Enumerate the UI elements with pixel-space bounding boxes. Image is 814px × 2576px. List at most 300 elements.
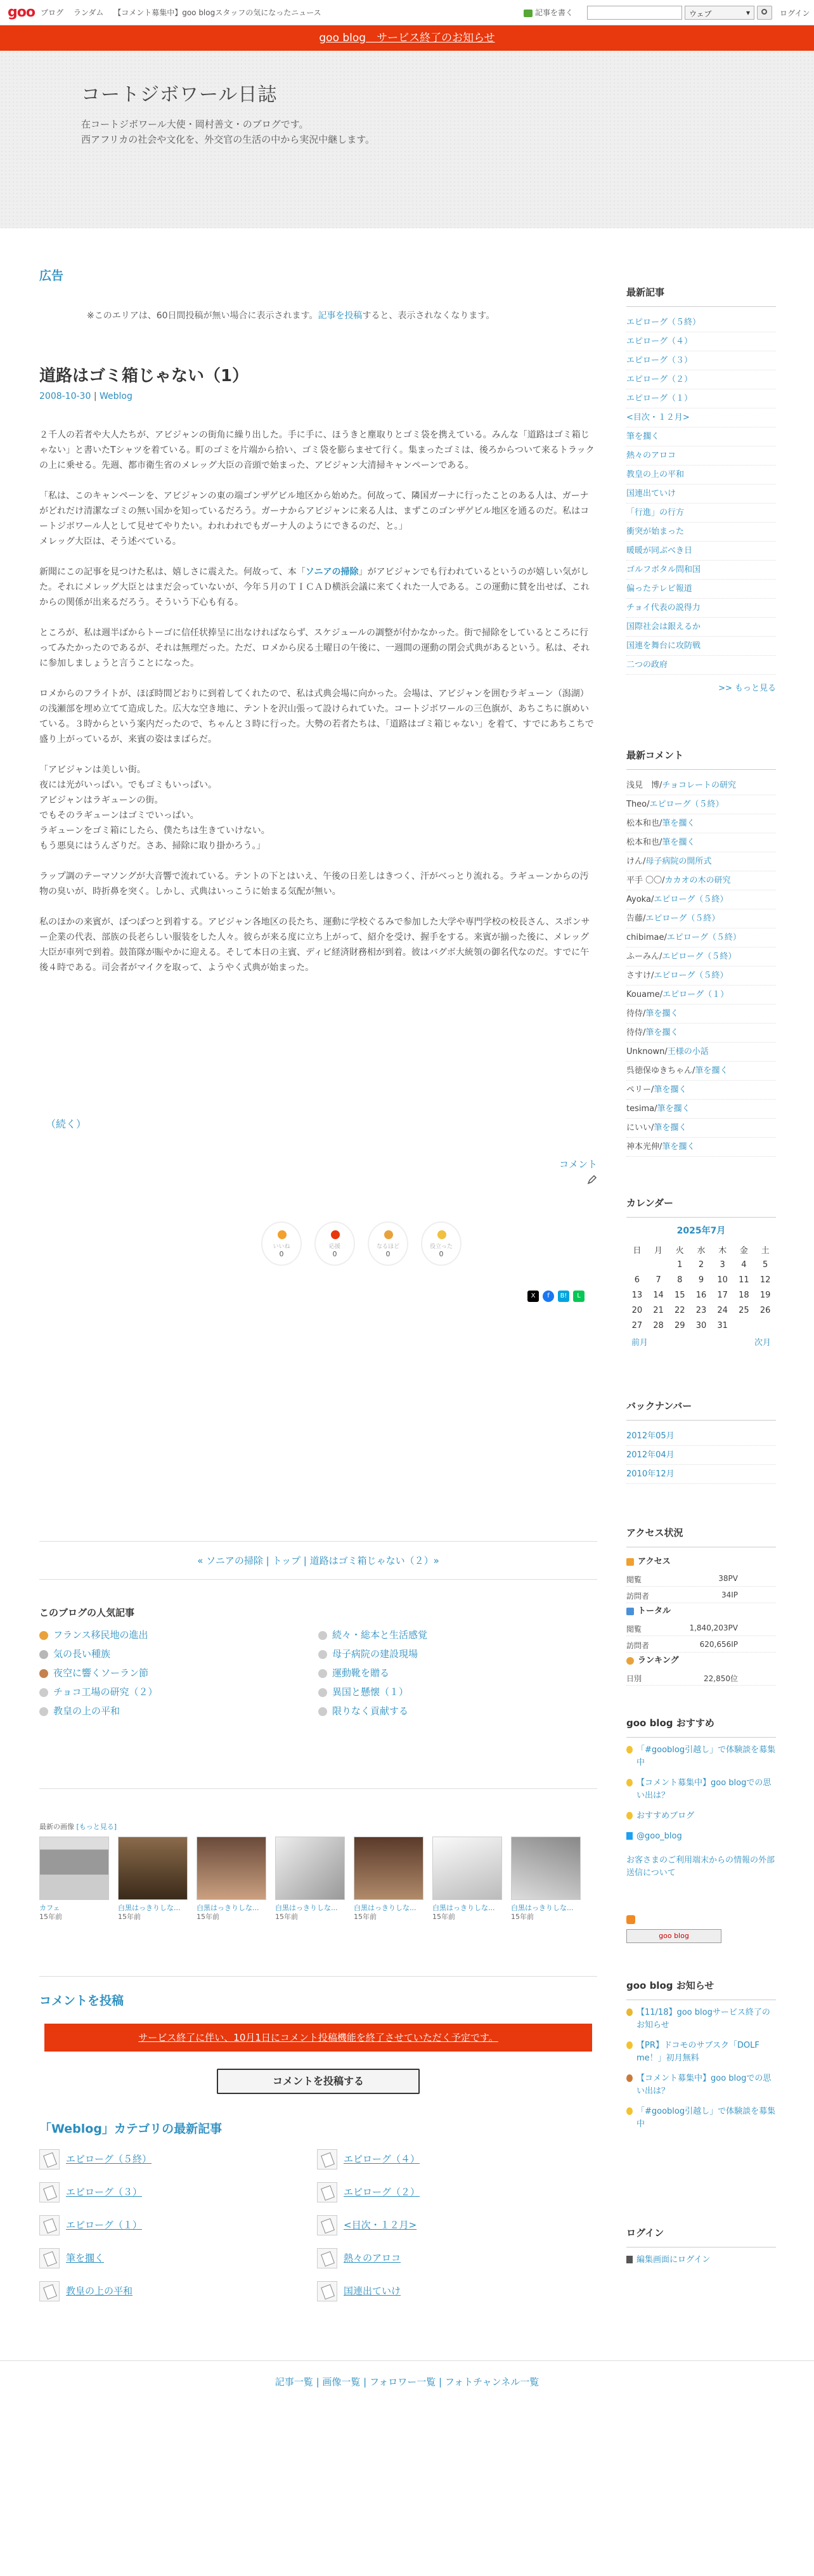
blog-title[interactable]: コートジボワール日誌 (81, 84, 278, 106)
divider (39, 1976, 597, 1977)
comment-author: Kouame (626, 990, 660, 999)
nav-news-link[interactable]: 【コメント募集中】goo blogスタッフの気になったニュース (113, 8, 321, 17)
recent-comment[interactable] (626, 909, 776, 928)
category-item-label: エピローグ（４） (344, 2153, 420, 2165)
reaction-helpful-button[interactable] (421, 1221, 462, 1266)
recent-article-link[interactable]: ゴルフボタル問和国 (626, 561, 776, 580)
ranking-label: ランキング (638, 1656, 679, 1665)
popular-item[interactable] (39, 1647, 110, 1660)
access-subheading (626, 1554, 776, 1570)
calendar-prev-link[interactable]: 前月 (631, 1338, 649, 1348)
prev-article-link[interactable]: « ソニアの掃除 (197, 1555, 263, 1566)
category-item[interactable] (317, 2182, 420, 2202)
category-item[interactable] (39, 2149, 152, 2169)
post-article-link[interactable]: 記事を投稿 (318, 311, 363, 321)
category-item-label: エピローグ（２） (344, 2186, 420, 2198)
popular-item[interactable] (318, 1628, 427, 1641)
thumb-caption: 白黒はっきりしな... (118, 1904, 181, 1912)
popular-item[interactable] (318, 1666, 389, 1679)
recent-comment[interactable] (626, 795, 776, 814)
comment-separator: / (659, 1142, 662, 1152)
post-comment-button[interactable]: コメントを投稿する (217, 2069, 420, 2094)
write-article-link[interactable] (524, 7, 573, 18)
comment-author: tesima (626, 1104, 655, 1114)
poem-line: アビジャンはラギューンの街。 (39, 795, 164, 805)
category-item[interactable] (39, 2215, 142, 2235)
calendar-day: 1 (677, 1259, 683, 1270)
goo-logo[interactable]: goo (8, 4, 35, 20)
recommend-title: goo blog おすすめ (626, 1716, 776, 1738)
recent-article-link[interactable]: エピローグ（４） (626, 332, 776, 351)
popular-item-label: 限りなく貢献する (332, 1705, 409, 1717)
login-block (626, 2226, 776, 2274)
total-subheading (626, 1603, 776, 1620)
share-icons (527, 1291, 597, 1303)
calendar-day: 29 (674, 1320, 685, 1330)
comment-separator: / (659, 819, 662, 828)
backnumber-link[interactable]: 2012年04月 (626, 1446, 776, 1465)
nav-random-link[interactable]: ランダム (73, 8, 104, 17)
image-thumb[interactable] (354, 1837, 423, 1922)
recent-article-link[interactable]: エピローグ（３） (626, 351, 776, 370)
recent-comment[interactable] (626, 1138, 776, 1157)
recent-article-link[interactable]: 暖暖が同ぶべき日 (626, 542, 776, 561)
comment-post-link[interactable]: エピローグ（５終） (645, 914, 720, 923)
recent-article-link[interactable]: 二つの政府 (626, 656, 776, 675)
calendar-day: 28 (653, 1320, 664, 1330)
image-thumb[interactable] (511, 1837, 581, 1922)
top-link[interactable]: トップ (272, 1555, 301, 1566)
recent-comment[interactable] (626, 1043, 776, 1062)
calendar-day: 19 (759, 1290, 771, 1300)
category-item[interactable] (39, 2182, 142, 2202)
continue-link[interactable]: （続く） (46, 1118, 87, 1130)
backnumber-list[interactable] (626, 1427, 776, 1484)
calendar-day: 10 (717, 1275, 728, 1285)
recent-article-link[interactable]: エピローグ（５終） (626, 313, 776, 332)
comment-author: Ayoka (626, 895, 651, 904)
comment-post-link[interactable]: 筆を擱く (695, 1066, 728, 1076)
access-row (626, 1669, 776, 1686)
calendar-day: 18 (739, 1290, 749, 1300)
access-row (626, 1636, 776, 1653)
backnumber-title: バックナンバー (626, 1399, 776, 1421)
news-item[interactable] (626, 2007, 776, 2032)
recent-comment[interactable] (626, 833, 776, 852)
calendar-weekday-row (626, 1242, 776, 1257)
data-notice-link[interactable]: お客さまのご利用端末からの情報の外部送信について (626, 1856, 775, 1878)
blog-description-line: 西アフリカの社会や文化を、外交官の生活の中から実況中継します。 (81, 134, 375, 145)
image-thumb[interactable] (275, 1837, 345, 1922)
images-title: 最新の画像 (39, 1823, 74, 1831)
news-item[interactable] (626, 2072, 776, 2098)
recent-comment[interactable] (626, 966, 776, 986)
sonia-cleaning-link[interactable]: ソニアの掃除 (305, 567, 359, 577)
recent-article-link[interactable]: 衝突が始まった (626, 523, 776, 542)
thumbnail-image (197, 1837, 266, 1900)
entry-paragraph: ラップ調のテーマソングが大音響で流れている。テントの下とはいえ、午後の日差しはきつく、汗がべっとり流れる。ラギューンからの汚物の臭いが、時折鼻を突く。しかし、式典はいっこうに始まる気配が無い。 (39, 871, 589, 897)
comment-post-link[interactable]: エピローグ（５終） (662, 952, 737, 961)
hatena-share-icon[interactable]: B! (558, 1291, 569, 1302)
access-row (626, 1587, 776, 1603)
category-item[interactable] (317, 2248, 401, 2268)
lightbulb-icon (437, 1230, 446, 1239)
comment-author: ふーみん (626, 952, 660, 961)
comment-author: 呉徳保ゆきちゃん (626, 1066, 693, 1076)
footer-articles-link[interactable]: 記事一覧 (275, 2376, 313, 2388)
twitter-link[interactable] (626, 1830, 776, 1843)
calendar-weekday: 日 (633, 1246, 642, 1256)
recommend-item[interactable] (626, 1810, 776, 1823)
poem-line: 「アビジャンは美しい街。 (39, 765, 146, 775)
thumb-age: 15年前 (511, 1913, 534, 1921)
recent-comment[interactable] (626, 871, 776, 890)
calendar-day: 30 (695, 1320, 707, 1330)
lightbulb-icon (626, 2041, 633, 2049)
calendar-day: 5 (762, 1259, 768, 1270)
popular-title: このブログの人気記事 (39, 1607, 135, 1618)
article-icon (39, 2281, 60, 2301)
calendar-day: 16 (695, 1290, 707, 1300)
thumb-age: 15年前 (354, 1913, 377, 1921)
thumbs-up-icon (278, 1230, 287, 1239)
comment-author: 松本和也 (626, 819, 660, 828)
calendar-weekday: 火 (675, 1246, 684, 1256)
access-value: 38PV (718, 1574, 738, 1583)
recent-comment[interactable] (626, 1119, 776, 1138)
news-item[interactable] (626, 2039, 776, 2065)
comment-separator: / (643, 1028, 646, 1038)
popular-item[interactable] (318, 1647, 418, 1660)
recent-article-link[interactable]: 教皇の上の平和 (626, 465, 776, 485)
comment-post-link[interactable]: 筆を擱く (662, 1142, 695, 1152)
bullet-icon (39, 1707, 48, 1716)
goo-blog-badge[interactable]: goo blog (626, 1929, 721, 1943)
crown-icon (39, 1631, 48, 1640)
poem-line: ラギューンをゴミ箱にしたら、僕たちは生きていけない。 (39, 826, 270, 836)
calendar-week-row (626, 1272, 776, 1287)
comment-post-link[interactable]: 母子病院の開所式 (645, 857, 712, 866)
bullet-icon (318, 1631, 327, 1640)
recent-comment[interactable] (626, 928, 776, 947)
recent-comment[interactable] (626, 890, 776, 909)
recent-article-link[interactable]: エピローグ（１） (626, 389, 776, 408)
footer-photochannel-link[interactable]: フォトチャンネル一覧 (444, 2376, 539, 2388)
entry-paragraph: ２千人の若者や大人たちが、アビジャンの街角に繰り出した。手に手に、ほうきと塵取りとゴミ袋を携えている。みんな「道路はゴミ箱じゃない」と書いたTシャツを着ている。町のゴミを片端から拾い、ゴミ袋を膨らませて行く。集まったゴミは、後ろからついて来るトラックの上に乗せる。先週、都市衛生省のメレッグ大臣の音頭で始まった、アビジャン大清掃キャンペーンである。 (39, 430, 595, 471)
comment-separator: / (651, 1123, 654, 1133)
backnumber-link[interactable]: 2010年12月 (626, 1465, 776, 1484)
recent-comment[interactable] (626, 1005, 776, 1024)
entry-quote: 「私は、このキャンペーンを、アビジャンの東の端ゴンザゲビル地区から始めた。何故って、隣国ガーナに行ったことのある人は、ガーナがどれだけ清潔なゴミの無い国かを知っているだろう。ガーナからアビジャンに来る人は、まずこのゴンザゲビル地区を通るのだ。私はコートジボワール人として見せてやりたい。われわれでもガーナ人のようにできるのだ、と。」 (39, 491, 590, 531)
search-button[interactable] (757, 6, 772, 20)
crown-icon (39, 1669, 48, 1678)
recent-comments (626, 748, 776, 1157)
popular-item[interactable] (39, 1704, 120, 1717)
admin-login-label: 編集画面にログイン (636, 2255, 711, 2265)
category-item-label: エピローグ（３） (66, 2186, 143, 2198)
calendar-day: 3 (720, 1259, 725, 1270)
recent-comment[interactable] (626, 986, 776, 1005)
entry-text: 」がアビジャンでも行われているというのが嬉しい気がした。それにメレッグ大臣とはまだ会っていないが、今年５月のＴＩＣＡＤ横浜会議に来てくれた一人である。この運動に賛を出せば、これからの関係が出来るだろう。そういう下心も有る。 (39, 567, 590, 608)
calendar-next-link[interactable]: 次月 (754, 1338, 771, 1348)
popular-item[interactable] (318, 1685, 408, 1698)
login-title: ログイン (626, 2226, 776, 2247)
calendar-day: 2 (698, 1259, 704, 1270)
recent-article-link[interactable]: 筆を擱く (626, 427, 776, 446)
comment-author: 松本和也 (626, 838, 660, 847)
recent-article-link[interactable]: 「行進」の行方 (626, 504, 776, 523)
calendar-day: 15 (674, 1290, 685, 1300)
recent-article-link[interactable]: エピローグ（２） (626, 370, 776, 389)
recent-title: 最新記事 (626, 285, 776, 307)
calendar-title: カレンダー (626, 1196, 776, 1218)
nodding-face-icon (384, 1230, 393, 1239)
thumb-caption: 白黒はっきりしな... (511, 1904, 574, 1912)
poem-line: 夜には光がいっぱい。でもゴミもいっぱい。 (39, 780, 217, 790)
recent-article-link[interactable]: 国連を舞台に攻防戦 (626, 637, 776, 656)
popular-item-label: 教皇の上の平和 (53, 1705, 120, 1717)
rss-icon[interactable] (626, 1915, 635, 1924)
footer-followers-link[interactable]: フォロワー一覧 (370, 2376, 436, 2388)
nav-blog-link[interactable]: ブログ (41, 8, 64, 17)
thumbnail-image (275, 1837, 345, 1900)
calendar-day: 24 (717, 1305, 728, 1315)
popular-item-label: 異国と懸懐（１） (332, 1686, 409, 1698)
recent-comment[interactable] (626, 1024, 776, 1043)
twitter-icon (626, 1832, 633, 1840)
entry-title: 道路はゴミ箱じゃない（1） (39, 367, 249, 386)
comment-post-link[interactable]: エピローグ（５終） (666, 933, 741, 942)
popular-item[interactable] (39, 1666, 148, 1679)
reaction-label: 応援 (328, 1244, 340, 1250)
calendar-day: 25 (739, 1305, 749, 1315)
category-item-label: エピローグ（１） (66, 2219, 143, 2231)
news-label: 【コメント募集中】goo blogでの思い出は？ (636, 2074, 772, 2096)
latest-images (39, 1821, 597, 1921)
chat-icon (626, 2074, 633, 2082)
entry-quote-attribution: メレッグ大臣は、そう述べている。 (39, 537, 181, 547)
category-item-label: 教皇の上の平和 (66, 2285, 133, 2297)
back-numbers (626, 1399, 776, 1484)
line-share-icon[interactable]: L (573, 1291, 585, 1302)
comment-section (39, 1991, 597, 2087)
recent-article-link[interactable]: 熱々のアロコ (626, 446, 776, 465)
recent-comment[interactable] (626, 852, 776, 871)
poem-line: でもそのラギューンはゴミでいっぱい。 (39, 810, 199, 821)
comment-post-link[interactable]: 筆を擱く (657, 1104, 690, 1114)
comment-link[interactable]: コメント (559, 1159, 597, 1170)
backnumber-link[interactable]: 2012年05月 (626, 1427, 776, 1446)
comment-separator: / (650, 895, 654, 904)
recent-comment[interactable] (626, 1081, 776, 1100)
comment-author: 待侍 (626, 1009, 643, 1018)
x-share-icon[interactable]: X (527, 1291, 539, 1302)
search-scope-value: ウェブ (689, 10, 712, 18)
recent-comment[interactable] (626, 1062, 776, 1081)
comment-post-link[interactable]: エピローグ（５終） (654, 895, 728, 904)
comment-separator: / (643, 914, 646, 923)
category-item[interactable] (39, 2248, 104, 2268)
recent-article-link[interactable]: 国連出ていけ (626, 485, 776, 504)
comment-author: けん (626, 857, 643, 866)
comment-post-link[interactable]: 王様の小話 (667, 1047, 709, 1057)
comment-post-link[interactable]: エピローグ（１） (662, 990, 729, 999)
category-item-label: エピローグ（５終） (66, 2153, 152, 2165)
calendar-day: 12 (759, 1275, 771, 1285)
search-input[interactable] (587, 6, 682, 20)
comment-separator: / (643, 1009, 646, 1018)
facebook-share-icon[interactable]: f (543, 1291, 554, 1302)
bullet-icon (318, 1669, 327, 1678)
recent-article-link[interactable]: 偏ったテレビ報道 (626, 580, 776, 599)
comment-post-link[interactable]: 筆を擱く (654, 1123, 687, 1133)
next-article-link[interactable]: 道路はゴミ箱じゃない（２）» (309, 1555, 439, 1566)
access-row (626, 1570, 776, 1587)
ad-note (39, 309, 597, 322)
popular-item-label: 運動靴を贈る (332, 1667, 390, 1679)
comment-author: ペリー (626, 1085, 652, 1095)
recent-article-link[interactable]: 国際社会は銀えるか (626, 618, 776, 637)
top-nav (41, 7, 329, 18)
ad-note-text: ※このエリアは、60日間投稿が無い場合に表示されます。 (87, 311, 318, 321)
recent-comment[interactable] (626, 776, 776, 795)
pencil-icon (524, 10, 533, 17)
entry-paragraph: ロメからのフライトが、ほぼ時間どおりに到着してくれたので、私は式典会場に向かった。会場は、アビジャンを囲むラギューン（潟湖）の浅瀬部を埋め立てて造成した。広大な空き地に、テントを沢山張って設けられていた。コートジボワールの三色旗が、あちこちに旗めいている。３時からという案内だったので、ちゃんと３時に行った。大勢の若者たちは、「道路はゴミ箱じゃない」を着て、すでにあちこちで盛り上がっているが、来賓の姿はまばらだ。 (39, 689, 594, 745)
blog-header (0, 51, 814, 228)
recent-comment[interactable] (626, 814, 776, 833)
image-thumb[interactable] (432, 1837, 502, 1922)
recent-more-link[interactable]: >> もっと見る (718, 684, 776, 693)
reaction-cheer-button[interactable] (314, 1221, 355, 1266)
pen-icon[interactable] (587, 1174, 597, 1185)
recommend-item[interactable] (626, 1744, 776, 1769)
entry-text: 新聞にこの記事を見つけた私は、嬉しさに震えた。何故って、本「 (39, 567, 306, 577)
search-scope-select[interactable] (685, 6, 754, 20)
admin-login-link[interactable] (626, 2254, 776, 2267)
category-item[interactable] (317, 2215, 417, 2235)
entry-paragraph: ところが、私は週半ばからトーゴに信任状捧呈に出なければならず、スケジュールの調整が付かなかった。街で掃除をしているところに行ってみたかったのであるが、それは無理だった。ただ、ロメから戻る土曜日の午後に、一週間の運動の閉会式典があるという。私は、それに参加しましょうと言うことになった。 (39, 628, 590, 668)
image-thumb[interactable] (118, 1837, 188, 1922)
popular-item[interactable] (39, 1628, 148, 1641)
star-icon (626, 2008, 633, 2016)
thumbnail-image (432, 1837, 502, 1900)
lightbulb-icon (626, 1779, 633, 1786)
login-link[interactable]: ログイン (780, 9, 810, 18)
comment-separator: / (651, 1085, 654, 1095)
recent-comment[interactable] (626, 1100, 776, 1119)
calendar-day: 17 (717, 1290, 728, 1300)
reaction-indeed-button[interactable] (368, 1221, 408, 1266)
access-row (626, 1620, 776, 1636)
footer-images-link[interactable]: 画像一覧 (322, 2376, 361, 2388)
calendar-month: 2025年7月 (676, 1226, 726, 1236)
comment-post-link[interactable]: 筆を擱く (654, 1085, 687, 1095)
news-item[interactable] (626, 2105, 776, 2131)
recent-list (626, 313, 776, 675)
access-title: アクセス状況 (626, 1526, 776, 1547)
lightbulb-icon (626, 1746, 633, 1753)
calendar-nav (626, 1333, 776, 1348)
category-item[interactable] (317, 2281, 401, 2301)
image-thumb[interactable] (197, 1837, 266, 1922)
access-key: 閲覧 (626, 1625, 642, 1634)
access-key: 訪問者 (626, 1592, 650, 1601)
category-item[interactable] (39, 2281, 132, 2301)
comment-post-link[interactable]: エピローグ（５終） (649, 800, 724, 809)
comment-separator: / (647, 800, 650, 809)
entry-date-link[interactable]: 2008-10-30 (39, 391, 91, 401)
crown-icon (39, 1650, 48, 1659)
comment-separator: / (659, 781, 662, 790)
calendar-day: 6 (634, 1275, 640, 1285)
comment-separator: / (692, 1066, 695, 1076)
comment-post-link[interactable]: 筆を擱く (662, 838, 695, 847)
service-end-link[interactable]: goo blog サービス終了のお知らせ (319, 32, 495, 44)
poem-line: もう悪臭にはうんざりだ。さあ、掃除に取り掛かろう。」 (39, 841, 266, 851)
comment-post-link[interactable]: チョコレートの研究 (662, 781, 737, 790)
comment-post-link[interactable]: カカオの木の研究 (664, 876, 731, 885)
calendar-day: 23 (695, 1305, 707, 1315)
comment-post-link[interactable]: エピローグ（５終） (654, 971, 728, 980)
category-title: 「Weblog」カテゴリの最新記事 (39, 2122, 223, 2136)
recent-article-link[interactable]: <目次・１２月> (626, 408, 776, 427)
thumb-caption: 白黒はっきりしな... (432, 1904, 495, 1912)
comment-author: 平手 〇〇 (626, 876, 662, 885)
image-thumb[interactable] (39, 1837, 109, 1922)
entry-paragraph: 私のほかの来賓が、ぽつぽつと到着する。アビジャン各地区の長たち、運動に学校ぐるみで参加した大学や専門学校の校長さん、スポンサー企業の代表、部族の長老らしい服装をした人々。彼らが来る度に立ち上がって、紹介を受け、握手をする。来賓が揃った後に、メレッグ大臣が車列で到着。鼓笛隊が賑やかに迎える。そして本日の主賓、ディビ経済財務相が到着。彼はバグボ大統領の御名代なのだ。すでに午後４時である。司会者がマイクを取って、ようやく式典が始まった。 (39, 917, 590, 973)
calendar-week-row (626, 1303, 776, 1318)
article-icon (317, 2182, 337, 2202)
calendar-table (626, 1242, 776, 1333)
reaction-like-button[interactable] (261, 1221, 302, 1266)
images-header (39, 1821, 597, 1831)
images-more-link[interactable]: [もっと見る] (76, 1823, 117, 1831)
comment-separator: / (654, 1104, 657, 1114)
article-icon (39, 2248, 60, 2268)
recent-comment[interactable] (626, 947, 776, 966)
category-item[interactable] (317, 2149, 420, 2169)
calendar-week-row (626, 1257, 776, 1272)
popular-item[interactable] (39, 1685, 158, 1698)
thumb-age: 15年前 (432, 1913, 455, 1921)
comment-separator: / (659, 838, 662, 847)
popular-item[interactable] (318, 1704, 408, 1717)
news-title: goo blog お知らせ (626, 1979, 776, 2000)
access-key: 訪問者 (626, 1641, 650, 1650)
ad-note-text: すると、表示されなくなります。 (362, 311, 495, 321)
pager: « ソニアの掃除 | トップ | 道路はゴミ箱じゃない（２）» (197, 1555, 439, 1566)
recent-article-link[interactable]: チョイ代表の説得力 (626, 599, 776, 618)
thumb-age: 15年前 (39, 1913, 62, 1921)
comment-post-link[interactable]: 筆を擱く (662, 819, 695, 828)
access-value: 22,850位 (704, 1674, 738, 1683)
comment-post-link[interactable]: 筆を擱く (645, 1009, 679, 1018)
thumb-caption: カフェ (39, 1904, 60, 1912)
thumbnail-image (39, 1837, 109, 1900)
comment-alert-link[interactable]: サービス終了に伴い、10月1日にコメント投稿機能を終了させていただく予定です。 (138, 2032, 498, 2043)
divider (39, 1541, 597, 1542)
comment-author: Theo (626, 800, 647, 809)
recommend-block (626, 1716, 776, 1887)
entry-paragraph (39, 488, 597, 549)
bullet-icon (318, 1650, 327, 1659)
chart-icon (626, 1608, 634, 1615)
recommend-item[interactable] (626, 1777, 776, 1802)
comment-author: にいい (626, 1123, 652, 1133)
access-key: 閲覧 (626, 1575, 642, 1584)
comment-post-link[interactable]: 筆を擱く (645, 1028, 679, 1038)
entry-category-link[interactable]: Weblog (100, 391, 132, 401)
